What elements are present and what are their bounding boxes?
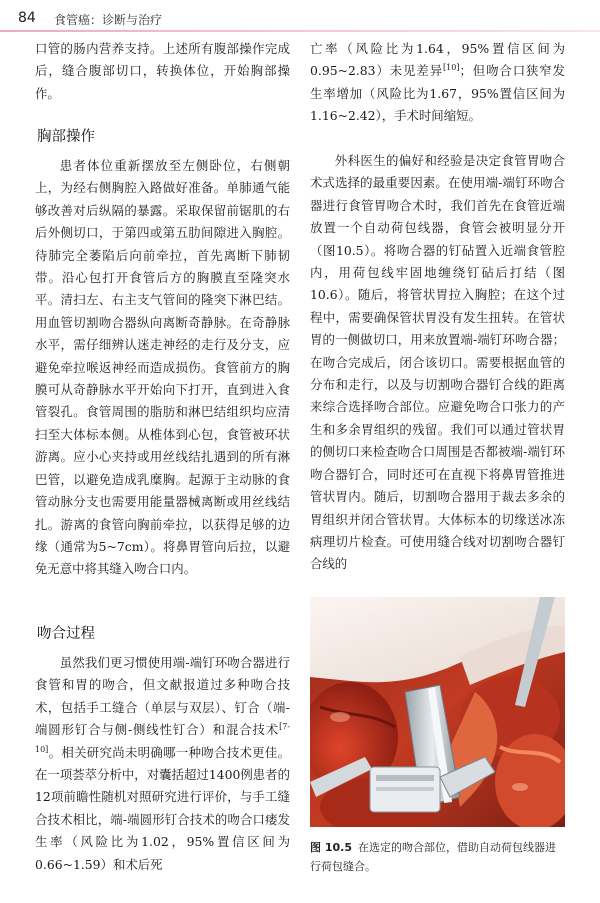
figure-caption <box>310 838 565 876</box>
figure-caption-text: 在选定的吻合部位，借助自动荷包线器进行荷包缝合。 <box>310 841 556 873</box>
figure-10-5-photo <box>310 597 565 827</box>
continued-text-a: 亡率（风险比为1.64，95%置信区间为0.95~2.83）未见差异 <box>310 41 565 79</box>
intro-paragraph: 口管的肠内营养支持。上述所有腹部操作完成后，缝合腹部切口，转换体位，开始胸部操作。 <box>35 41 290 101</box>
continued-paragraph <box>310 38 565 128</box>
citation-10: [10] <box>443 63 460 73</box>
anastomosis-paragraph <box>35 652 290 876</box>
anastomosis-paragraph-block <box>35 652 290 876</box>
chest-paragraph: 患者体位重新摆放至左侧卧位，右侧朝上，为经右侧胸腔入路做好准备。单肺通气能够改善对后纵隔的暴露。采取保留前锯肌的右后外侧切口，于第四或第五肋间隙进入胸腔。待肺完全萎陷后向前牵拉，首先离断下肺韧带。沿心包打开食管后方的胸膜直至隆突水平。清扫左、右主支气管间的隆突下淋巴结。用血管切割吻合器纵向离断奇静脉。在奇静脉水平，需仔细辨认迷走神经的走行及分支，应避免牵拉喉返神经而造成损伤。食管前方的胸膜可从奇静脉水平开始向下打开，直到进入食管裂孔。食管周围的脂肪和淋巴结组织均应清扫至大体标本侧。从椎体到心包，食管被环状游离。应小心夹持或用丝线结扎遇到的所有淋巴管，以避免造成乳糜胸。起源于主动脉的食管动脉分支也需要用能量器械离断或用丝线结扎。游离的食管向胸前牵拉，以获得足够的边缘（通常为5~7cm）。将鼻胃管向后拉，以避免无意中将其缝入吻合口内。 <box>35 158 290 577</box>
figure-label: 图 10.5 <box>310 841 352 854</box>
surgeon-paragraph-block <box>310 150 565 576</box>
continued-text-b: ；但吻合口狭窄发生率增加（风险比为1.67，95%置信区间为1.16~2.42），手术时间缩短。 <box>310 63 566 124</box>
continued-paragraph-block <box>310 38 565 128</box>
chest-paragraph-block <box>35 155 290 581</box>
running-title: 食管癌：诊断与治疗 <box>54 13 163 27</box>
surgeon-preference-paragraph: 外科医生的偏好和经验是决定食管胃吻合术式选择的最重要因素。在使用端-端钉环吻合器进行食管胃吻合术时，我们首先在食管近端放置一个自动荷包线器，食管会被明显分开（图10.5）。将吻合器的钉砧置入近端食管腔内，用荷包线牢固地缠绕钉砧后打结（图10.6）。随后，将管状胃拉入胸腔；在这个过程中，需要确保管状胃没有发生扭转。在管状胃的一侧做切口，用来放置端-端钉环吻合器；在吻合完成后，闭合该切口。需要根据血管的分布和走行，以及与切割吻合器钉合线的距离来综合选择吻合部位。应避免吻合口张力的产生和多余胃组织的残留。我们可以通过管状胃的侧切口来检查吻合口周围是否都被端-端钉环吻合器钉合，同时还可在直视下将鼻胃管推进管状胃内。随后，切割吻合器用于裁去多余的胃组织并闭合管状胃。大体标本的切缘送冰冻病理切片检查。可使用缝合线对切割吻合器钉合线的 <box>310 153 565 572</box>
page-header <box>0 0 600 34</box>
header-rule <box>0 30 600 32</box>
page-number: 84 <box>18 10 36 26</box>
surgical-photo <box>310 597 565 827</box>
heading-anastomosis: 吻合过程 <box>37 626 95 642</box>
citation-7-10: [7-10] <box>35 722 290 754</box>
anastomosis-text-b: 。相关研究尚未明确哪一种吻合技术更佳。在一项荟萃分析中，对囊括超过1400例患者的12项前瞻性随机对照研究进行评价，与手工缝合技术相比，端-端圆形钉合技术的吻合口瘘发生率（风险比为1.02，95%置信区间为0.66~1.59）和术后死 <box>35 744 290 872</box>
heading-chest-operation: 胸部操作 <box>37 129 95 145</box>
anastomosis-text-a: 虽然我们更习惯使用端-端钉环吻合器进行食管和胃的吻合，但文献报道过多种吻合技术，包括手工缝合（单层与双层）、钉合（端-端圆形钉合与侧-侧线性钉合）和混合技术 <box>35 655 290 738</box>
intro-paragraph-block <box>35 38 290 105</box>
